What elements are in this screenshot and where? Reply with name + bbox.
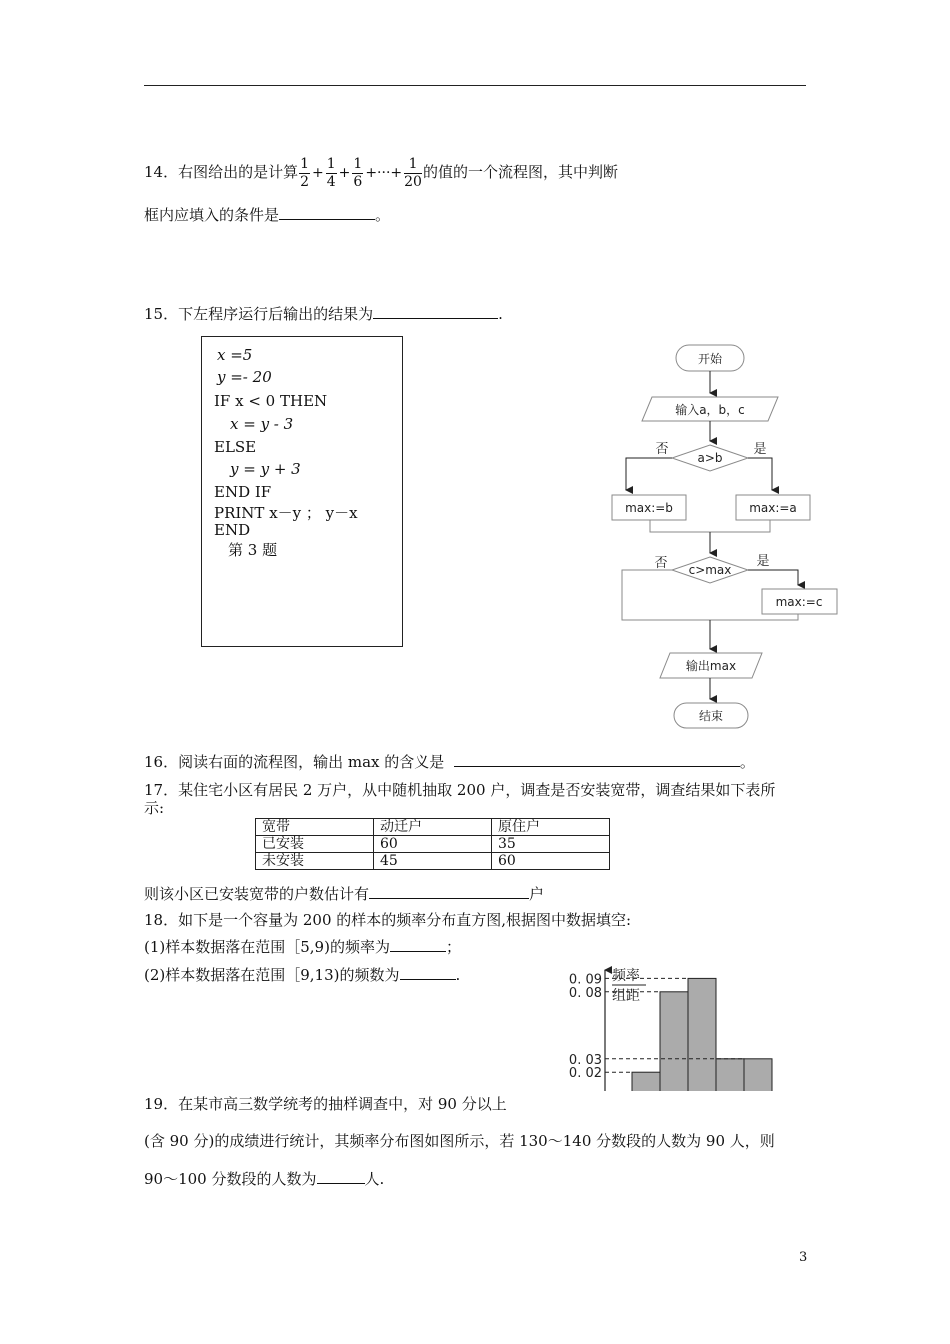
table-cell: 60	[492, 853, 610, 870]
program-code-box	[201, 336, 403, 647]
q18-answer1-blank[interactable]	[390, 937, 446, 952]
flow-start-label: 开始	[697, 352, 723, 366]
table-cell: 60	[374, 836, 492, 853]
q16-line: 16．阅读右面的流程图，输出 max 的含义是 。	[144, 753, 755, 771]
fraction-1-4: $\frac{1}{4}$	[326, 155, 336, 190]
table-row	[256, 853, 610, 870]
q17-line2: 示:	[144, 799, 165, 817]
y-label-bottom: 组距	[612, 988, 640, 1004]
flow-cond2-label: c>max	[688, 563, 732, 577]
page-number: 3	[799, 1250, 808, 1265]
flowchart	[600, 335, 850, 735]
code-line-3: IF x < 0 THEN	[214, 392, 328, 410]
code-line-1: x =5	[217, 346, 253, 364]
code-line-5: ELSE	[214, 438, 257, 456]
table-cell: 45	[374, 853, 492, 870]
q14-answer-blank[interactable]	[279, 205, 375, 220]
q15-answer-blank[interactable]	[373, 304, 498, 319]
histogram-bar	[716, 1059, 744, 1091]
code-line-2: y =- 20	[217, 368, 272, 386]
q17-after: 则该小区已安装宽带的户数估计有 户	[144, 885, 545, 903]
q14-line1: 14．右图给出的是计算 $\frac{1}{2}$ + $\frac{1}{4}$ + $\frac{1}{6}$ +···+ $\frac{1}{20}$ 的值的一个流程图，其中判断	[144, 155, 618, 190]
y-tick-label: 0. 03	[568, 1052, 602, 1068]
flow-no2-label: 否	[654, 556, 668, 571]
flow-yes1-label: 是	[753, 442, 767, 457]
header-rule	[144, 85, 806, 86]
flow-maxc-label: max:=c	[775, 595, 823, 609]
fraction-1-6: $\frac{1}{6}$	[353, 155, 363, 190]
flow-cond1-label: a>b	[697, 451, 723, 465]
flow-maxa-label: max:=a	[749, 501, 797, 515]
flow-maxb-label: max:=b	[625, 501, 673, 515]
histogram-bar	[744, 1059, 772, 1091]
y-tick-label: 0. 09	[568, 972, 602, 988]
q16-answer-blank[interactable]	[454, 752, 740, 767]
flow-end-label: 结束	[698, 709, 724, 723]
table-header-cell: 宽带	[256, 819, 374, 836]
table-header-cell: 动迁户	[374, 819, 492, 836]
flow-yes2-label: 是	[756, 554, 770, 569]
table-header-cell: 原住户	[492, 819, 610, 836]
table-cell: 35	[492, 836, 610, 853]
frequency-histogram	[560, 962, 780, 1091]
fraction-1-2: $\frac{1}{2}$	[300, 155, 310, 190]
y-tick-label: 0. 08	[568, 985, 602, 1001]
q14-line2: 框内应填入的条件是 。	[144, 206, 391, 224]
q14-prefix: 14．右图给出的是计算	[144, 163, 299, 181]
flow-no1-label: 否	[655, 442, 669, 457]
q19-answer-blank[interactable]	[317, 1169, 365, 1184]
y-tick-label: 0. 02	[568, 1066, 602, 1082]
q17-answer-blank[interactable]	[369, 884, 529, 899]
table-cell: 未安装	[256, 853, 374, 870]
flow-output-label: 输出max	[685, 659, 737, 673]
table-header-row	[256, 819, 610, 836]
code-line-10: 第 3 题	[228, 541, 278, 559]
histogram-bar	[688, 978, 716, 1091]
q19-line2: (含 90 分)的成绩进行统计，其频率分布图如图所示，若 130～140 分数段的人数为 90 人，则	[144, 1132, 775, 1150]
fraction-1-20: $\frac{1}{20}$	[404, 155, 422, 190]
code-line-7: END IF	[214, 483, 272, 501]
table-cell: 已安装	[256, 836, 374, 853]
code-line-4: x = y - 3	[230, 415, 294, 433]
code-line-8: PRINT x－y ； y－x	[214, 504, 358, 522]
code-line-6: y = y + 3	[230, 460, 301, 478]
flow-input-label: 输入a，b，c	[675, 403, 745, 417]
q19-line1: 19．在某市高三数学统考的抽样调查中，对 90 分以上	[144, 1095, 507, 1113]
code-line-9: END	[214, 521, 251, 539]
y-label-top: 频率	[612, 968, 640, 984]
histogram-bar	[632, 1072, 660, 1091]
q18-line1: 18．如下是一个容量为 200 的样本的频率分布直方图,根据图中数据填空:	[144, 911, 632, 929]
q18-line2: (1)样本数据落在范围［5,9)的频率为 ；	[144, 938, 461, 956]
q14-suffix: 的值的一个流程图，其中判断	[422, 163, 618, 181]
q15-line: 15．下左程序运行后输出的结果为 .	[144, 305, 503, 323]
q17-line1: 17．某住宅小区有居民 2 万户，从中随机抽取 200 户，调查是否安装宽带，调查结果如下表所	[144, 781, 776, 799]
survey-table	[255, 818, 610, 870]
q18-line3: (2)样本数据落在范围［9,13)的频数为 .	[144, 966, 461, 984]
q19-line3: 90～100 分数段的人数为 人.	[144, 1170, 385, 1188]
q18-answer2-blank[interactable]	[400, 965, 456, 980]
table-row	[256, 836, 610, 853]
histogram-bar	[660, 992, 688, 1091]
